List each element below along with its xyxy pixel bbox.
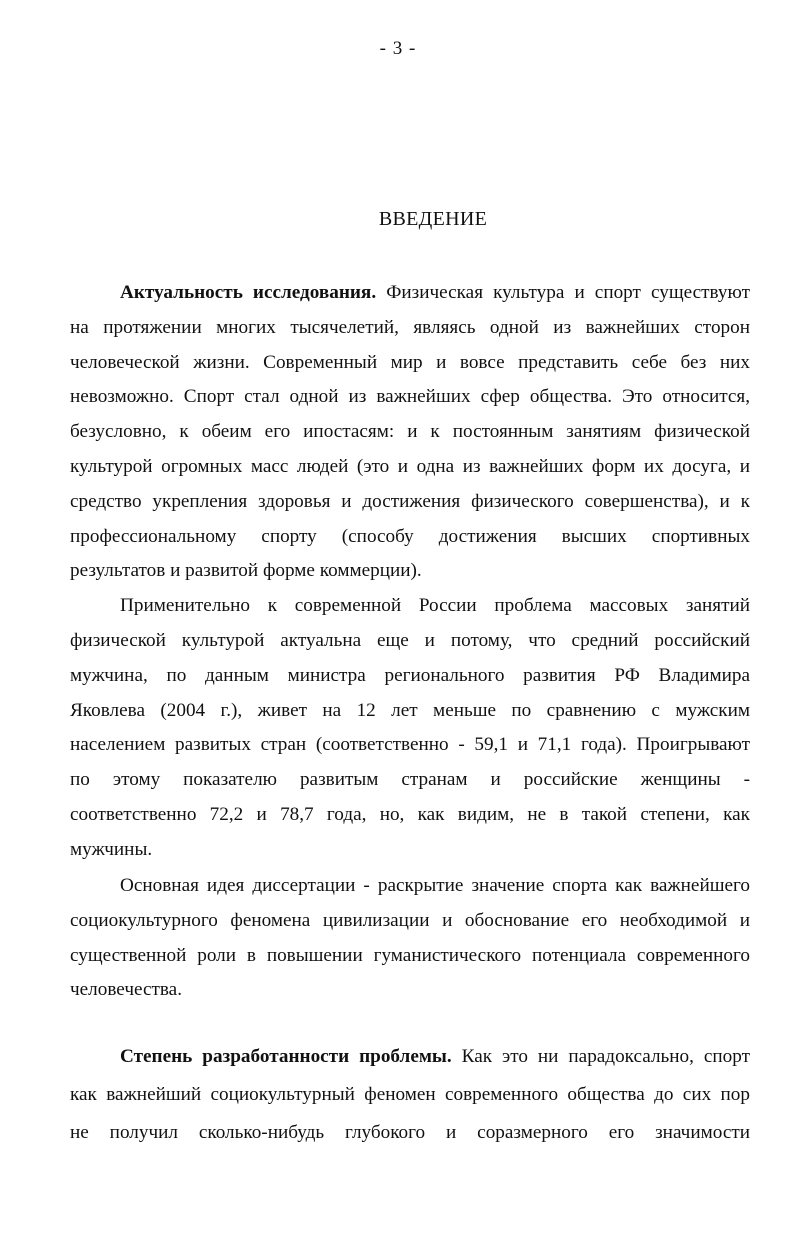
text-line: мужчины.: [70, 839, 153, 860]
text-span: Как это ни парадоксально, спорт: [451, 1046, 750, 1067]
text-line: человечества.: [70, 979, 182, 1000]
text-line: существенной роли в повышении гуманистического потенциала современного: [70, 945, 750, 966]
text-line: человеческой жизни. Современный мир и вовсе представить себе без них: [70, 352, 750, 373]
section-title: Степень разработанности проблемы.: [120, 1046, 452, 1067]
text-line: населением развитых стран (соответственно - 59,1 и 71,1 года). Проигрывают: [70, 734, 750, 755]
section-title: Актуальность исследования.: [120, 282, 377, 303]
text-line: безусловно, к обеим его ипостасям: и к постоянным занятиям физической: [70, 421, 750, 442]
text-line: соответственно 72,2 и 78,7 года, но, как видим, не в такой степени, как: [70, 804, 750, 825]
page-title: ВВЕДЕНИЕ: [378, 208, 488, 230]
text-line: на протяжении многих тысячелетий, являясь одной из важнейших сторон: [70, 317, 750, 338]
text-line: Яковлева (2004 г.), живет на 12 лет меньше по сравнению с мужским: [70, 700, 750, 721]
text-line: [120, 1045, 750, 1069]
text-span: Физическая культура и спорт существуют: [376, 282, 750, 303]
text-line: как важнейший социокультурный феномен современного общества до сих пор: [70, 1084, 750, 1105]
text-line: Основная идея диссертации - раскрытие значение спорта как важнейшего: [120, 875, 750, 896]
text-line: результатов и развитой форме коммерции).: [70, 560, 422, 581]
text-line: профессиональному спорту (способу достижения высших спортивных: [70, 526, 750, 547]
text-line: мужчина, по данным министра регионального развития РФ Владимира: [70, 665, 750, 686]
text-line: не получил сколько-нибудь глубокого и соразмерного его значимости: [70, 1122, 750, 1143]
text-line: Применительно к современной России проблема массовых занятий: [120, 595, 750, 616]
text-line: средство укрепления здоровья и достижения физического совершенства), и к: [70, 491, 750, 512]
text-line: физической культурой актуальна еще и потому, что средний российский: [70, 630, 750, 651]
text-line: [120, 281, 750, 305]
text-line: невозможно. Спорт стал одной из важнейших сфер общества. Это относится,: [70, 386, 750, 407]
text-line: культурой огромных масс людей (это и одна из важнейших форм их досуга, и: [70, 456, 750, 477]
text-line: социокультурного феномена цивилизации и обоснование его необходимой и: [70, 910, 750, 931]
page-number: - 3 -: [379, 38, 417, 59]
text-line: по этому показателю развитым странам и российские женщины -: [70, 769, 750, 790]
